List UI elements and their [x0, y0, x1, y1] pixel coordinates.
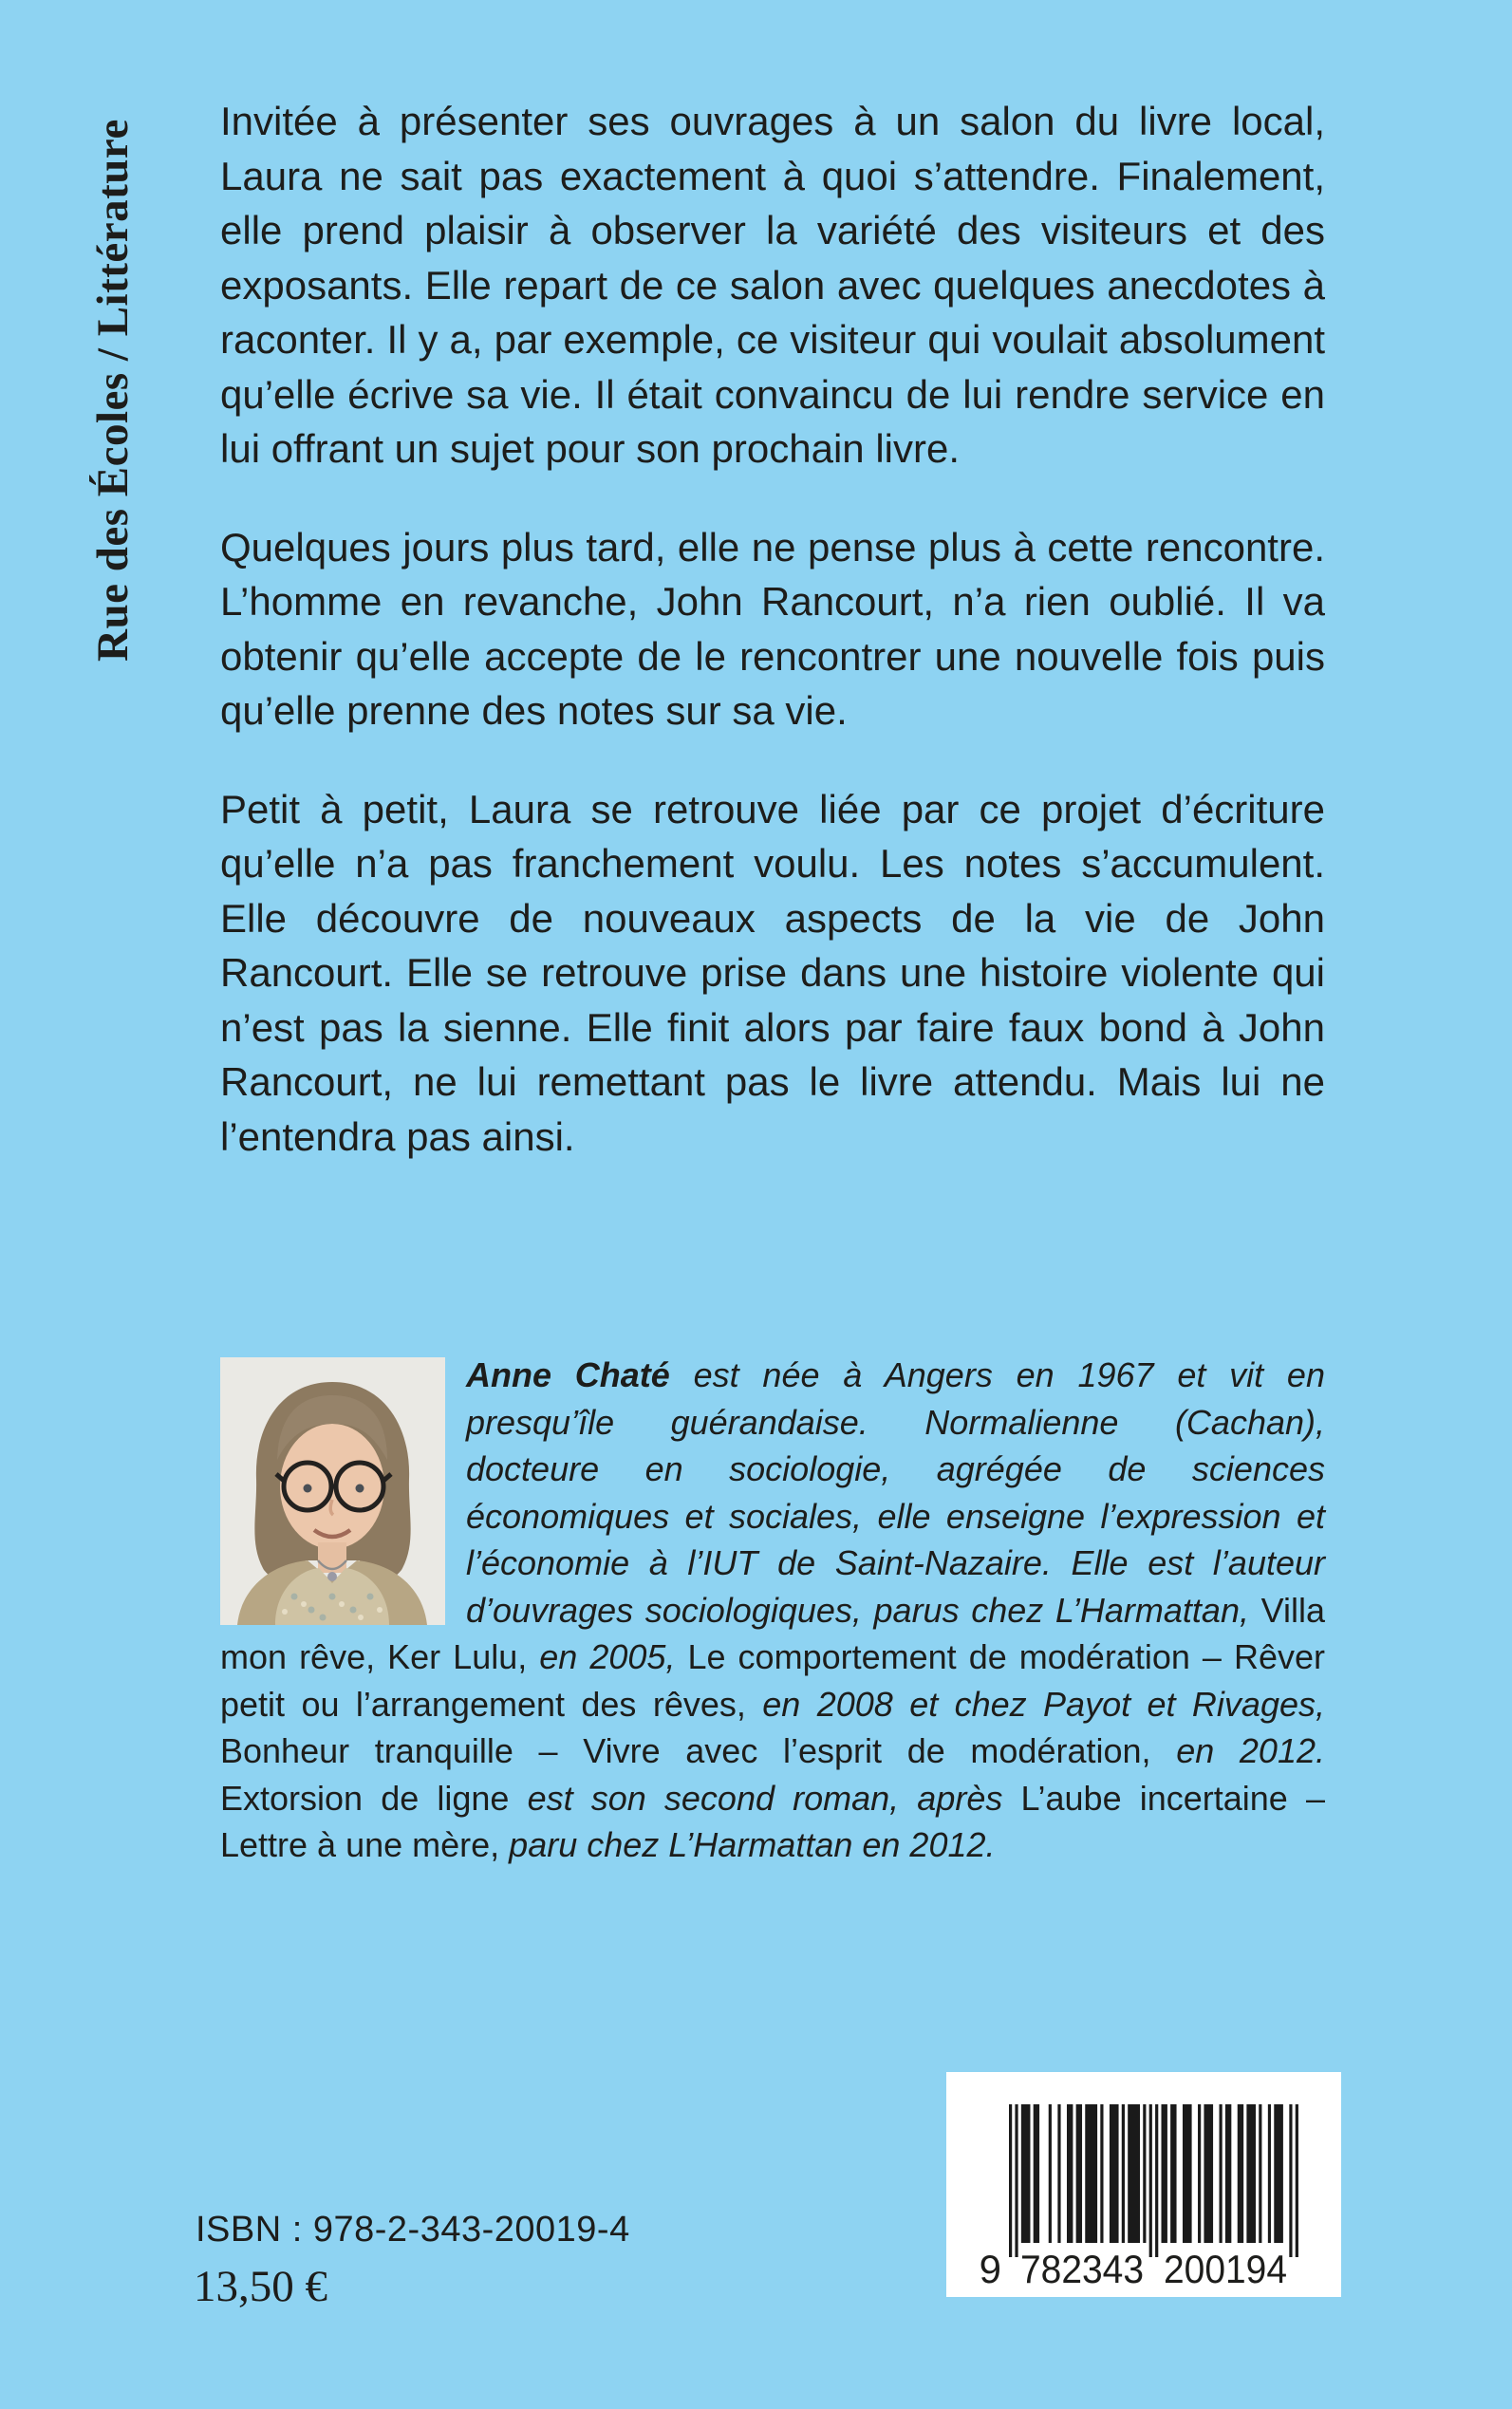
- barcode-digit-left-group: 782343: [1020, 2247, 1144, 2291]
- barcode-bar: [1225, 2104, 1231, 2243]
- bio-segment: paru chez L’Harmattan en 2012.: [509, 1825, 996, 1864]
- barcode-bar: [1009, 2104, 1012, 2257]
- synopsis-paragraph: Invitée à présenter ses ouvrages à un salon du livre local, Laura ne sait pas exactement à quoi s’attendre. Finalement, elle prend plaisir à observer la variété des visiteurs et des exposants. Elle repart de ce salon avec quelques anecdotes à raconter. Il y a, par exemple, ce visiteur qui voulait absolument qu’elle écrive sa vie. Il était convaincu de lui rendre service en lui offrant un sujet pour son prochain livre.: [220, 99, 1325, 471]
- barcode-bar: [1274, 2104, 1283, 2243]
- synopsis: [220, 94, 1325, 1207]
- synopsis-paragraph: Quelques jours plus tard, elle ne pense plus à cette rencontre. L’homme en revanche, John Rancourt, n’a rien oublié. Il va obtenir qu’elle accepte de le rencontrer une nouvelle fois puis qu’elle prenne des notes sur sa vie.: [220, 524, 1325, 733]
- barcode-bar: [1219, 2104, 1222, 2243]
- barcode-bar: [1110, 2104, 1119, 2243]
- bio-segment: Bonheur tranquille – Vivre avec l’esprit de modération,: [220, 1731, 1177, 1770]
- barcode-bar: [1021, 2104, 1031, 2243]
- barcode-bar: [1289, 2104, 1292, 2257]
- left-eye: [304, 1485, 312, 1493]
- necklace-pendant: [327, 1572, 337, 1581]
- collection-label: Rue des Écoles / Littérature: [88, 119, 138, 662]
- barcode-bar: [1246, 2104, 1256, 2243]
- bio-segment: en 2008 et chez Payot et Rivages,: [762, 1684, 1325, 1724]
- bio-segment: Le comportement de modération – Rêver petit ou l’arrangement des rêves,: [220, 1637, 1325, 1724]
- price-text: 13,50 €: [194, 2262, 327, 2311]
- barcode-bar: [1122, 2104, 1125, 2243]
- bio-segment: Anne Chaté: [466, 1355, 670, 1394]
- barcode-bar: [1238, 2104, 1243, 2243]
- barcode-bar: [1296, 2104, 1298, 2257]
- bio-segment: Extorsion de ligne: [220, 1778, 528, 1818]
- barcode-bar: [1149, 2104, 1152, 2257]
- barcode-bar: [1183, 2104, 1192, 2243]
- barcode-bar: [1067, 2104, 1073, 2243]
- barcode-bar: [1162, 2104, 1167, 2243]
- isbn-text: ISBN : 978-2-343-20019-4: [196, 2210, 630, 2250]
- barcode-bar: [1204, 2104, 1213, 2243]
- barcode-bar: [1076, 2104, 1082, 2243]
- barcode-bar: [1198, 2104, 1201, 2243]
- barcode: [946, 2072, 1341, 2297]
- barcode-bar: [1259, 2104, 1261, 2243]
- bio-segment: est née à Angers en 1967 et vit en presqu’île guérandaise. Normalienne (Cachan), docteure en sociologie, agrégée de sciences économiques et sociales, elle enseigne l’expression et l’économie à l’IUT de Saint-Nazaire. Elle est l’auteur d’ouvrages sociologiques, parus chez L’Harmattan,: [466, 1355, 1325, 1630]
- bio-segment: est son second roman, après: [527, 1778, 1021, 1818]
- bio-segment: en 2005,: [539, 1637, 688, 1676]
- barcode-panel: [946, 2072, 1341, 2297]
- barcode-digit-lead: 9: [979, 2247, 1001, 2291]
- bio-segment: Villa mon rêve, Ker Lulu,: [220, 1590, 1325, 1676]
- barcode-bar: [1268, 2104, 1271, 2243]
- barcode-bar: [1128, 2104, 1140, 2243]
- right-eye: [356, 1485, 364, 1493]
- author-photo: [220, 1357, 445, 1625]
- bio-segment: en 2012.: [1176, 1731, 1325, 1770]
- barcode-bar: [1155, 2104, 1158, 2257]
- barcode-bar: [1100, 2104, 1103, 2243]
- bio-segment: L’aube incertaine – Lettre à une mère,: [220, 1778, 1325, 1864]
- synopsis-paragraph: Petit à petit, Laura se retrouve liée par ce projet d’écriture qu’elle n’a pas franchement voulu. Les notes s’accumulent. Elle découvre de nouveaux aspects de la vie de John Rancourt. Elle se retrouve prise dans une histoire violente qui n’est pas la sienne. Elle finit alors par faire faux bond à John Rancourt, ne lui remettant pas le livre attendu. Mais lui ne l’entendra pas ainsi.: [220, 786, 1325, 1159]
- barcode-bar: [1015, 2104, 1017, 2257]
- barcode-bar: [1034, 2104, 1039, 2243]
- barcode-bar: [1170, 2104, 1176, 2243]
- barcode-bar: [1057, 2104, 1060, 2243]
- barcode-bar: [1049, 2104, 1052, 2243]
- barcode-bar: [1143, 2104, 1146, 2243]
- barcode-digit-right-group: 200194: [1164, 2247, 1287, 2291]
- author-bio: [220, 1352, 1325, 1869]
- barcode-bar: [1085, 2104, 1097, 2243]
